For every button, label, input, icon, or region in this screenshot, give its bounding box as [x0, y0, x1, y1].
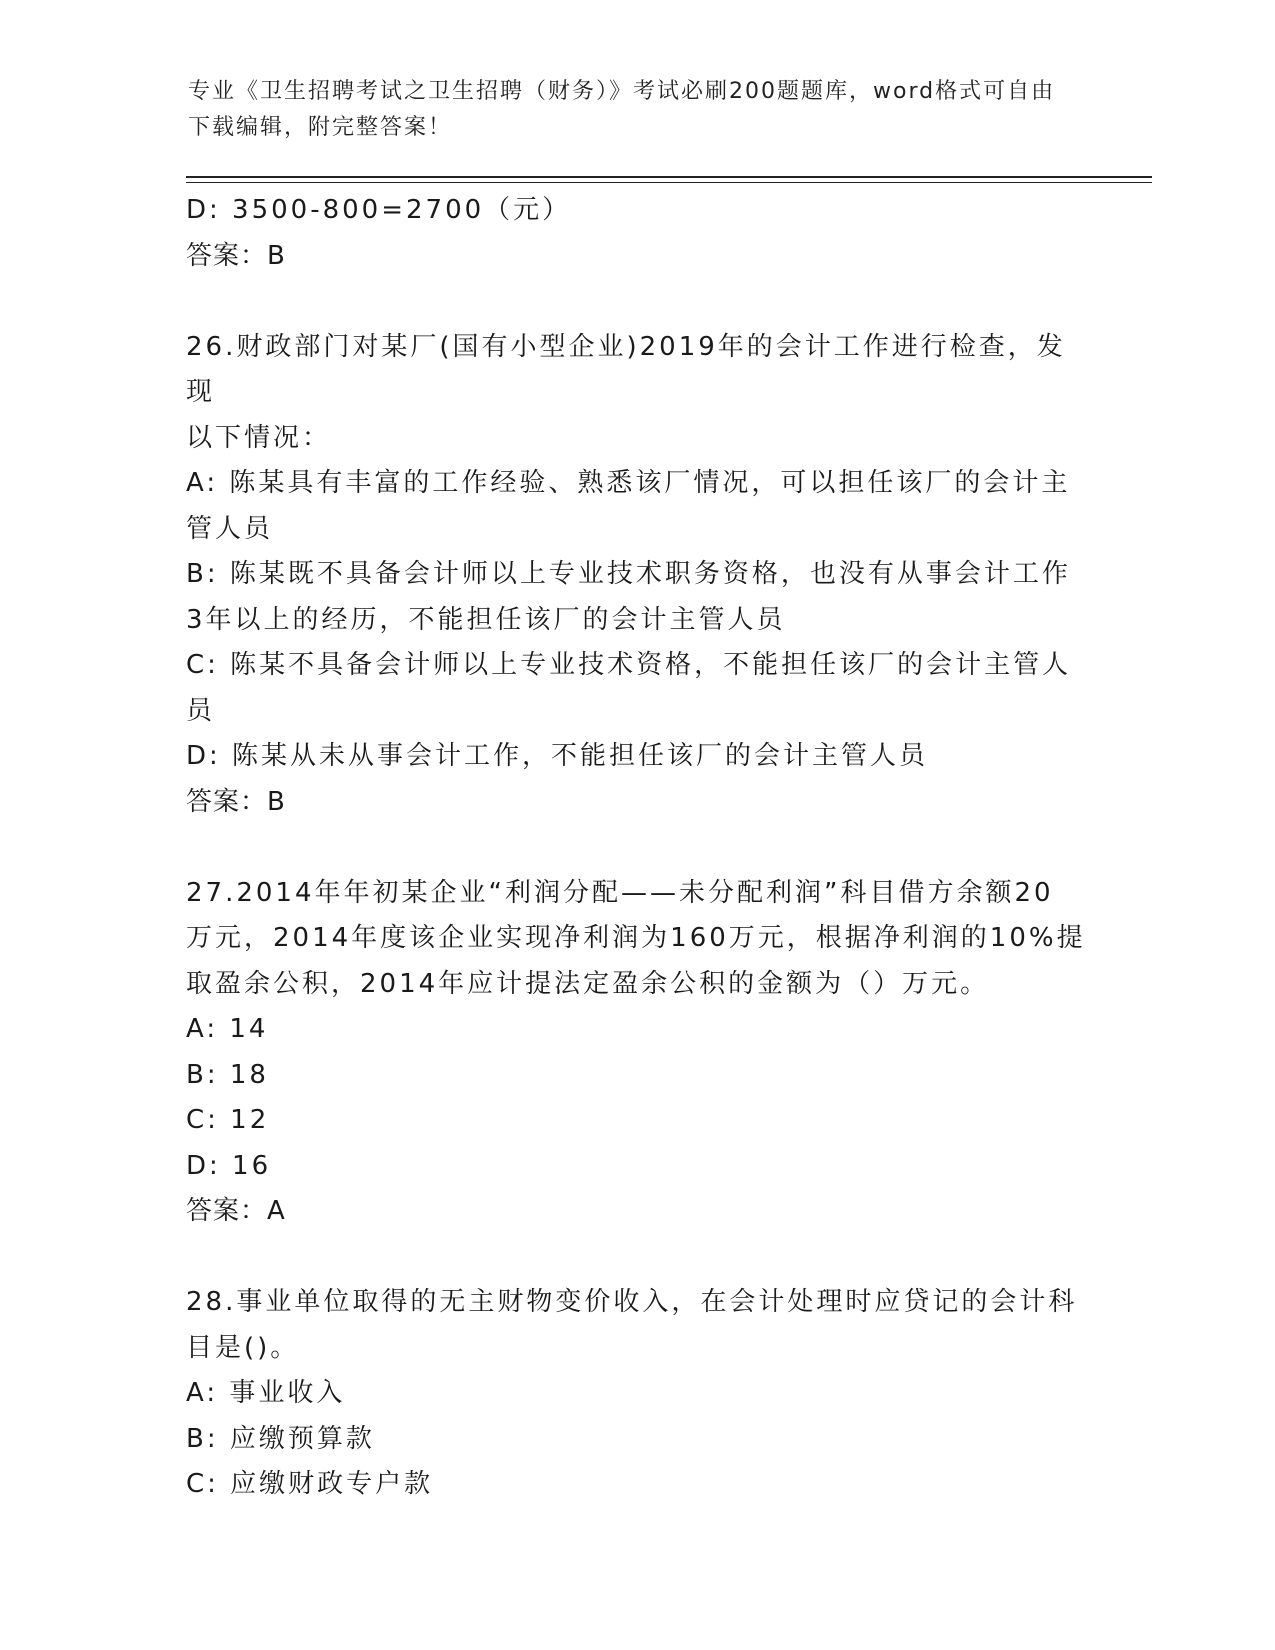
option-d: D: 3500-800=2700（元） [186, 195, 572, 225]
page-header: 专业《卫生招聘考试之卫生招聘（财务）》考试必刷200题题库，word格式可自由下载编辑，附完整答案！ [188, 79, 1056, 140]
question-stem: 目是()。 [186, 1332, 300, 1363]
option-d: D: 16 [186, 1150, 272, 1181]
question-26 [186, 325, 1086, 826]
option-b: B: 陈某既不具备会计师以上专业技术职务资格，也没有从事会计工作 [186, 559, 1071, 589]
option-c: 员 [186, 695, 216, 726]
answer: 答案：B [186, 786, 286, 817]
question-27 [186, 871, 1086, 1235]
spacer [186, 825, 1086, 871]
question-stem: 28.事业单位取得的无主财物变价收入，在会计处理时应贷记的会计科 [186, 1287, 1078, 1317]
option-c: C: 陈某不具备会计师以上专业技术资格，不能担任该厂的会计主管人 [186, 650, 1072, 680]
answer: 答案：B [186, 240, 286, 271]
question-stem: 万元，2014年度该企业实现净利润为160万元，根据净利润的10%提 [186, 923, 1086, 953]
question-28 [186, 1280, 1086, 1508]
header-divider-thin [186, 182, 1152, 183]
option-a: A: 事业收入 [186, 1378, 346, 1408]
header-divider-thick [186, 176, 1152, 178]
question-stem: 取盈余公积，2014年应计提法定盈余公积的金额为（）万元。 [186, 968, 990, 999]
answer: 答案：A [186, 1196, 286, 1226]
document-body [186, 188, 1086, 1508]
option-a: A: 14 [186, 1014, 269, 1044]
option-b: 3年以上的经历，不能担任该厂的会计主管人员 [186, 604, 786, 635]
option-c: C: 12 [186, 1105, 270, 1135]
option-c: C: 应缴财政专户款 [186, 1469, 434, 1499]
option-d: D: 陈某从未从事会计工作，不能担任该厂的会计主管人员 [186, 741, 929, 771]
question-stem: 27.2014年年初某企业“利润分配——未分配利润”科目借方余额20 [186, 877, 1054, 908]
option-b: B: 18 [186, 1059, 269, 1090]
question-stem: 以下情况： [186, 422, 332, 453]
question-stem: 26.财政部门对某厂(国有小型企业)2019年的会计工作进行检查，发现 [186, 331, 1066, 407]
option-b: B: 应缴预算款 [186, 1423, 375, 1454]
spacer [186, 1235, 1086, 1281]
option-a: 管人员 [186, 513, 274, 544]
spacer [186, 279, 1086, 325]
option-a: A: 陈某具有丰富的工作经验、熟悉该厂情况，可以担任该厂的会计主 [186, 468, 1071, 498]
previous-question-tail [186, 188, 1086, 279]
